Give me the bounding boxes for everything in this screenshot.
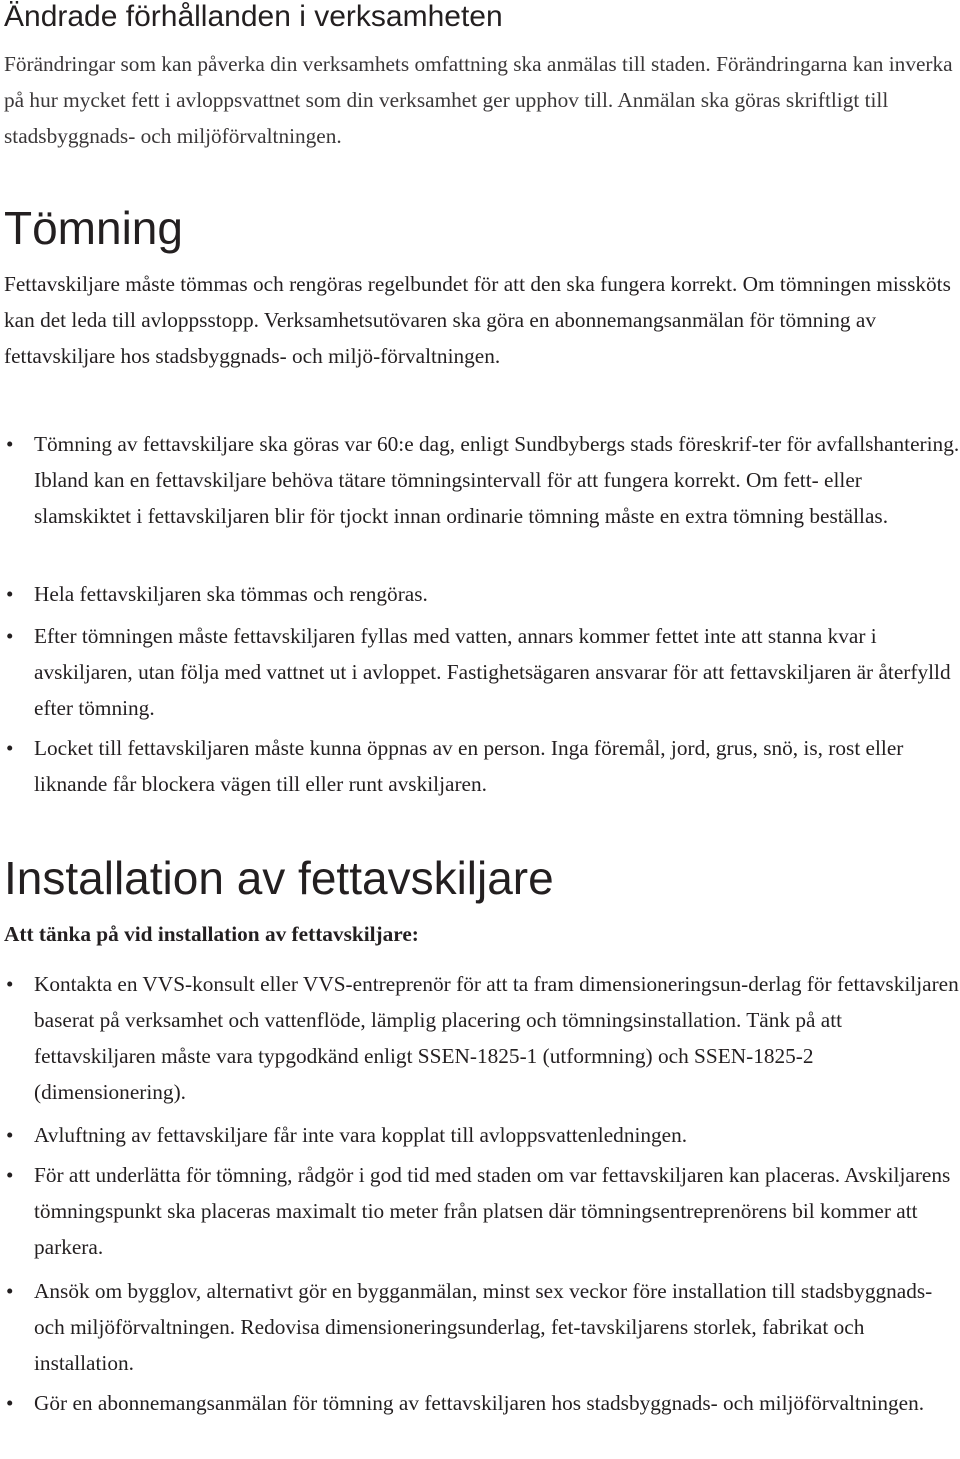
section-heading-installation: Installation av fettavskiljare (4, 852, 554, 904)
bullet-icon: • (6, 1123, 14, 1147)
list-item-text: Kontakta en VVS-konsult eller VVS-entreprenör för att ta fram dimensioneringsun-derlag för fettavskiljaren baserat på verksamhet och vattenflöde, lämplig placering och tömningsinstallation. Tänk på att fettavskiljaren måste vara typgodkänd enligt SSEN-1825-1 (utformning) och SSEN-1825-2 (dimensionering). (34, 972, 959, 1104)
installation-bullet-list (4, 966, 960, 1459)
section-heading-andrade: Ändrade förhållanden i verksamheten (4, 0, 503, 33)
bullet-icon: • (6, 736, 14, 760)
subheading-installation: Att tänka på vid installation av fettavskiljare: (4, 922, 419, 946)
list-item-text: Tömning av fettavskiljare ska göras var 60:e dag, enligt Sundbybergs stads föreskrif-ter för avfallshantering. Ibland kan en fettavskiljare behöva tätare tömningsintervall för att fungera korrekt. Om fett- eller slamskiktet i fettavskiljaren blir för tjockt innan ordinarie tömning måste en extra tömning beställas. (34, 432, 960, 528)
list-item (4, 618, 960, 730)
list-item-text: För att underlätta för tömning, rådgör i god tid med staden om var fettavskiljaren kan placeras. Avskiljarens tömningspunkt ska placeras maximalt tio meter från platsen där tömningsentreprenörens bil kommer att parkera. (34, 1163, 951, 1259)
paragraph-andrade: Förändringar som kan påverka din verksamhets omfattning ska anmälas till staden. Förändringarna kan inverka på hur mycket fett i avloppsvattnet som din verksamhet ger upphov till. Anmälan ska göras skriftligt till stadsbyggnads- och miljöförvaltningen. (4, 52, 953, 148)
bullet-icon: • (6, 972, 14, 996)
list-item-text: Ansök om bygglov, alternativt gör en bygganmälan, minst sex veckor före installation till stadsbyggnads- och miljöförvaltningen. Redovisa dimensioneringsunderlag, fet-tavskiljarens storlek, fabrikat och installation. (34, 1279, 933, 1375)
bullet-icon: • (6, 432, 14, 456)
list-item-text: Locket till fettavskiljaren måste kunna öppnas av en person. Inga föremål, jord, grus, snö, is, rost eller liknande får blockera vägen till eller runt avskiljaren. (34, 736, 904, 796)
list-item-text: Gör en abonnemangsanmälan för tömning av fettavskiljaren hos stadsbyggnads- och miljöförvaltningen. (34, 1391, 925, 1415)
bullet-icon: • (6, 1279, 14, 1303)
list-item (4, 426, 960, 576)
list-item (4, 1117, 960, 1157)
list-item (4, 576, 960, 618)
bullet-icon: • (6, 1391, 14, 1415)
tomning-bullet-list (4, 426, 960, 804)
list-item-text: Efter tömningen måste fettavskiljaren fyllas med vatten, annars kommer fettet inte att stanna kvar i avskiljaren, utan följa med vattnet ut i avloppet. Fastighetsägaren ansvarar för att fettavskiljaren är återfylld efter tömning. (34, 624, 951, 720)
bullet-icon: • (6, 624, 14, 648)
bullet-icon: • (6, 582, 14, 606)
section-heading-tomning: Tömning (4, 202, 183, 254)
list-item (4, 1385, 960, 1459)
list-item (4, 1157, 960, 1273)
list-item (4, 966, 960, 1117)
list-item (4, 730, 960, 804)
bullet-icon: • (6, 1163, 14, 1187)
list-item-text: Hela fettavskiljaren ska tömmas och rengöras. (34, 582, 428, 606)
paragraph-tomning: Fettavskiljare måste tömmas och rengöras regelbundet för att den ska fungera korrekt. Om tömningen missköts kan det leda till avloppsstopp. Verksamhetsutövaren ska göra en abonnemangsanmälan för tömning av fettavskiljare hos stadsbyggnads- och miljö-förvaltningen. (4, 272, 951, 368)
list-item (4, 1273, 960, 1385)
list-item-text: Avluftning av fettavskiljare får inte vara kopplat till avloppsvattenledningen. (34, 1123, 688, 1147)
